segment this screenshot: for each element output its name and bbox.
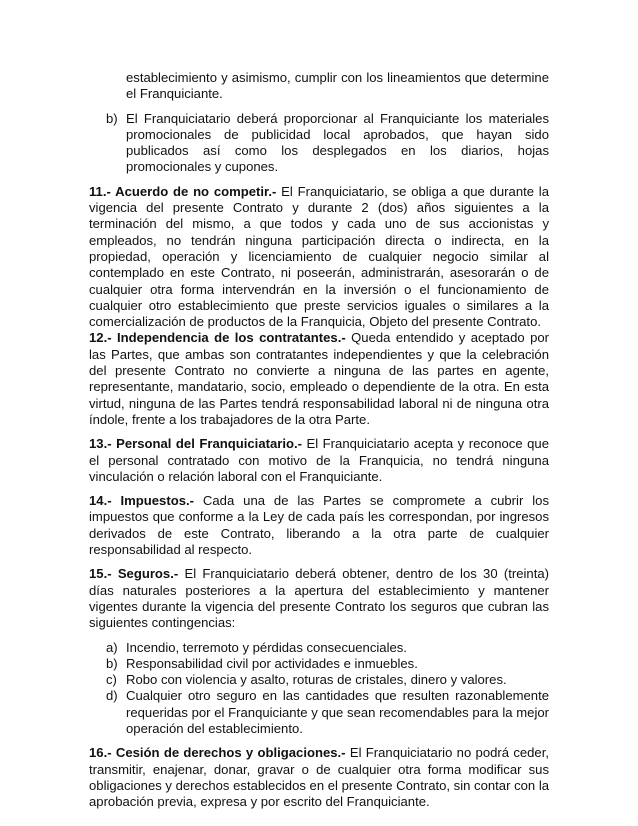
- section-body: Queda entendido y aceptado por las Partes, que ambas son contratantes independientes y que la celebración del presente Contrato no convierte a ninguna de las partes en agente, representante, mandatario, socio, empleado o dependiente de la otra. En esta virtud, ninguna de las Partes tendrá responsabilidad laboral ni de ninguna otra índole, frente a los trabajadores de la otra Parte.: [89, 330, 549, 427]
- list-marker: b): [106, 110, 118, 126]
- list-item-c: [89, 672, 549, 688]
- intro-continuation: establecimiento y asimismo, cumplir con los lineamientos que determine el Franquiciante.: [126, 70, 549, 102]
- section-14: [89, 493, 549, 558]
- section-body: El Franquiciatario, se obliga a que durante la vigencia del presente Contrato y durante 2 (dos) años siguientes a la terminación del mismo, a que todos y cada uno de sus accionistas y empleados, no tendrán ninguna participación directa o indirecta, en la propiedad, operación y licenciamiento de cualquier negocio similar al contemplado en este Contrato, ni poseerán, administrarán, asesorarán o de cualquier otra forma intervendrán en la inversión o el funcionamiento de cualquier otro establecimiento que preste servicios iguales o similares a la comercialización de productos de la Franquicia, Objeto del presente Contrato.: [89, 183, 549, 330]
- document-page: [89, 70, 549, 810]
- list-item-d: [89, 688, 549, 737]
- section-heading: 13.- Personal del Franquiciatario.-: [89, 436, 302, 452]
- section-15: [89, 566, 549, 631]
- list-item-text: Cualquier otro seguro en las cantidades que resulten razonablemente requeridas por el Franquiciante y que sean recomendables para la mejor operación del establecimiento.: [126, 688, 549, 736]
- section-heading: 16.- Cesión de derechos y obligaciones.-: [89, 745, 346, 761]
- section-body: Cada una de las Partes se compromete a cubrir los impuestos que conforme a la Ley de cada país les correspondan, por ingresos derivados de este Contrato, liberando a la otra parte de cualquier responsabilidad al respecto.: [89, 493, 549, 558]
- section-heading: 15.- Seguros.-: [89, 566, 179, 582]
- insurance-list: [89, 640, 549, 738]
- section-11: [89, 184, 549, 331]
- list-item-text: Responsabilidad civil por actividades e inmuebles.: [126, 655, 418, 671]
- section-13: [89, 436, 549, 485]
- section-16: [89, 745, 549, 810]
- section-heading: 11.- Acuerdo de no competir.-: [89, 183, 277, 199]
- list-item-text: Incendio, terremoto y pérdidas consecuenciales.: [126, 639, 407, 655]
- list-item-a: [89, 640, 549, 656]
- list-marker: d): [106, 688, 118, 704]
- list-item-text: Robo con violencia y asalto, roturas de cristales, dinero y valores.: [126, 672, 507, 688]
- section-heading: 12.- Independencia de los contratantes.-: [89, 330, 346, 346]
- list-marker: b): [106, 655, 118, 671]
- list-marker: a): [106, 639, 118, 655]
- section-body: El Franquiciatario no podrá ceder, transmitir, enajenar, donar, gravar o de cualquier otra forma modificar sus obligaciones y derechos establecidos en el presente Contrato, sin contar con la aprobación previa, expresa y por escrito del Franquiciante.: [89, 745, 550, 810]
- section-12: [89, 330, 549, 428]
- list-marker: c): [106, 672, 117, 688]
- section-body: El Franquiciatario deberá obtener, dentro de los 30 (treinta) días naturales posteriores a la apertura del establecimiento y mantener vigentes durante la vigencia del presente Contrato los seguros que cubran las siguientes contingencias:: [89, 566, 549, 631]
- list-item-b: [89, 656, 549, 672]
- section-body: El Franquiciatario acepta y reconoce que el personal contratado con motivo de la Franquicia, no tendrá ninguna vinculación o relación laboral con el Franquiciante.: [89, 436, 549, 484]
- section-heading: 14.- Impuestos.-: [89, 493, 194, 509]
- list-item-b: [89, 111, 549, 176]
- list-item-text: El Franquiciatario deberá proporcionar al Franquiciante los materiales promocionales de publicidad local aprobados, que hayan sido publicados así como los desplegados en los diarios, hojas promocionales y cupones.: [126, 110, 549, 175]
